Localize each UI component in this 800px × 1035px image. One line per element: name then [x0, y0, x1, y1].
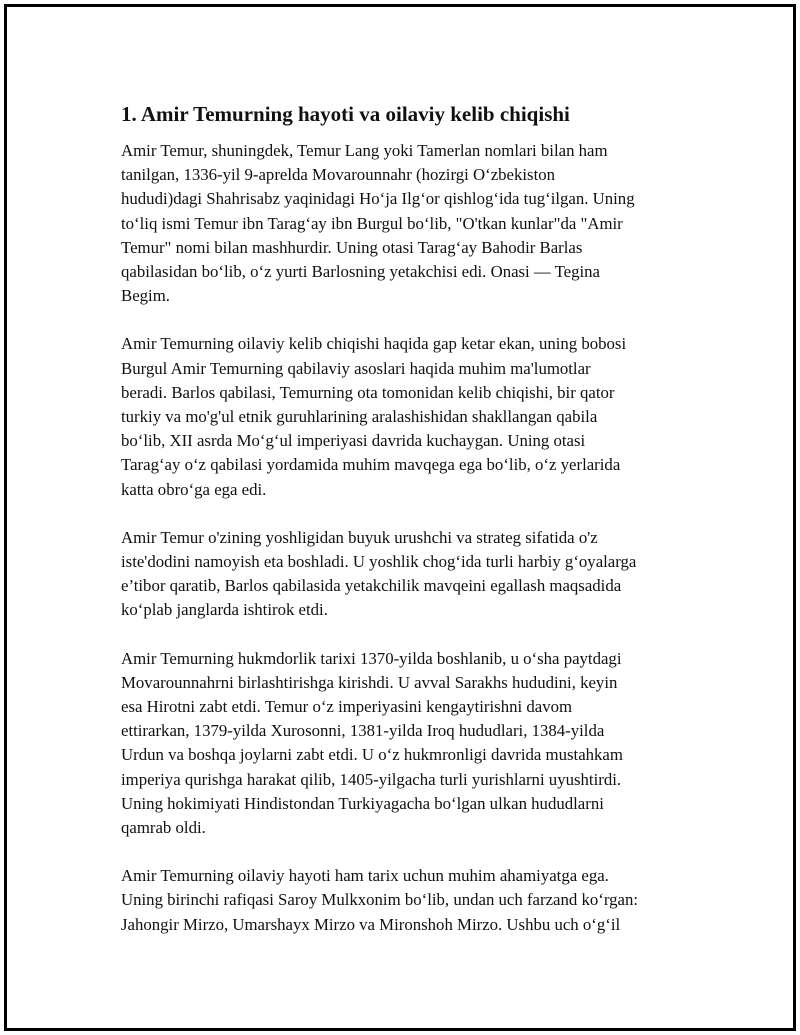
document-body [121, 100, 691, 961]
paragraph-youth [121, 526, 691, 623]
paragraph-family-origin [121, 332, 691, 501]
text-line: e’tibor qaratib, Barlos qabilasida yetakchilik mavqeini egallash maqsadida [121, 576, 622, 596]
text-line: Uning birinchi rafiqasi Saroy Mulkxonim bo‘lib, undan uch farzand ko‘rgan: [121, 890, 638, 910]
text-line: Amir Temurning hukmdorlik tarixi 1370-yilda boshlanib, u o‘sha paytdagi [121, 648, 622, 668]
text-line: turkiy va mo'g'ul etnik guruhlarining aralashishidan shakllangan qabila [121, 407, 598, 427]
text-line: ko‘plab janglarda ishtirok etdi. [121, 600, 328, 620]
text-line: Begim. [121, 286, 170, 306]
text-line: imperiya qurishga harakat qilib, 1405-yilgacha turli yurishlarni uyushtirdi. [121, 769, 622, 789]
paragraph-birth [121, 139, 691, 308]
text-line: katta obro‘ga ega edi. [121, 479, 267, 499]
text-line: to‘liq ismi Temur ibn Tarag‘ay ibn Burgul bo‘lib, "O'tkan kunlar"da "Amir [121, 213, 623, 233]
text-line: Amir Temurning oilaviy kelib chiqishi haqida gap ketar ekan, uning bobosi [121, 334, 627, 354]
text-line: Amir Temur o'zining yoshligidan buyuk urushchi va strateg sifatida o'z [121, 527, 598, 547]
text-line: Movarounnahrni birlashtirishga kirishdi. U avval Sarakhs hududini, keyin [121, 672, 618, 692]
text-line: Temur" nomi bilan mashhurdir. Uning otasi Tarag‘ay Bahodir Barlas [121, 237, 583, 257]
text-line: Jahongir Mirzo, Umarshayx Mirzo va Mironshoh Mirzo. Ushbu uch o‘g‘il [121, 914, 621, 934]
text-line: esa Hirotni zabt etdi. Temur o‘z imperiyasini kengaytirishni davom [121, 697, 573, 717]
text-line: Tarag‘ay o‘z qabilasi yordamida muhim mavqega ega bo‘lib, o‘z yerlarida [121, 455, 621, 475]
text-line: beradi. Barlos qabilasi, Temurning ota tomonidan kelib chiqishi, bir qator [121, 382, 615, 402]
text-line: Amir Temur, shuningdek, Temur Lang yoki Tamerlan nomlari bilan ham [121, 141, 608, 160]
paragraph-reign [121, 647, 691, 841]
text-line: Uning hokimiyati Hindistondan Turkiyagacha bo‘lgan ulkan hududlarni [121, 793, 604, 813]
text-line: Burgul Amir Temurning qabilaviy asoslari haqida muhim ma'lumotlar [121, 358, 591, 378]
page-frame [4, 4, 796, 1031]
text-line: Amir Temurning oilaviy hayoti ham tarix uchun muhim ahamiyatga ega. [121, 866, 609, 886]
paragraph-family-life [121, 864, 691, 937]
text-line: ettirarkan, 1379-yilda Xurosonni, 1381-yilda Iroq hududlari, 1384-yilda [121, 721, 605, 741]
text-line: hududi)dagi Shahrisabz yaqinidagi Ho‘ja Ilg‘or qishlog‘ida tug‘ilgan. Uning [121, 189, 635, 209]
text-line: bo‘lib, XII asrda Mo‘g‘ul imperiyasi davrida kuchaygan. Uning otasi [121, 431, 586, 451]
text-line: qabilasidan bo‘lib, o‘z yurti Barlosning yetakchisi edi. Onasi — Tegina [121, 262, 601, 282]
section-heading: 1. Amir Temurning hayoti va oilaviy kelib chiqishi [121, 102, 570, 126]
text-line: tanilgan, 1336-yil 9-aprelda Movarounnahr (hozirgi O‘zbekiston [121, 165, 556, 185]
text-line: iste'dodini namoyish eta boshladi. U yoshlik chog‘ida turli harbiy g‘oyalarga [121, 552, 637, 572]
text-line: Urdun va boshqa joylarni zabt etdi. U o‘z hukmronligi davrida mustahkam [121, 745, 623, 765]
text-line: qamrab oldi. [121, 818, 206, 838]
